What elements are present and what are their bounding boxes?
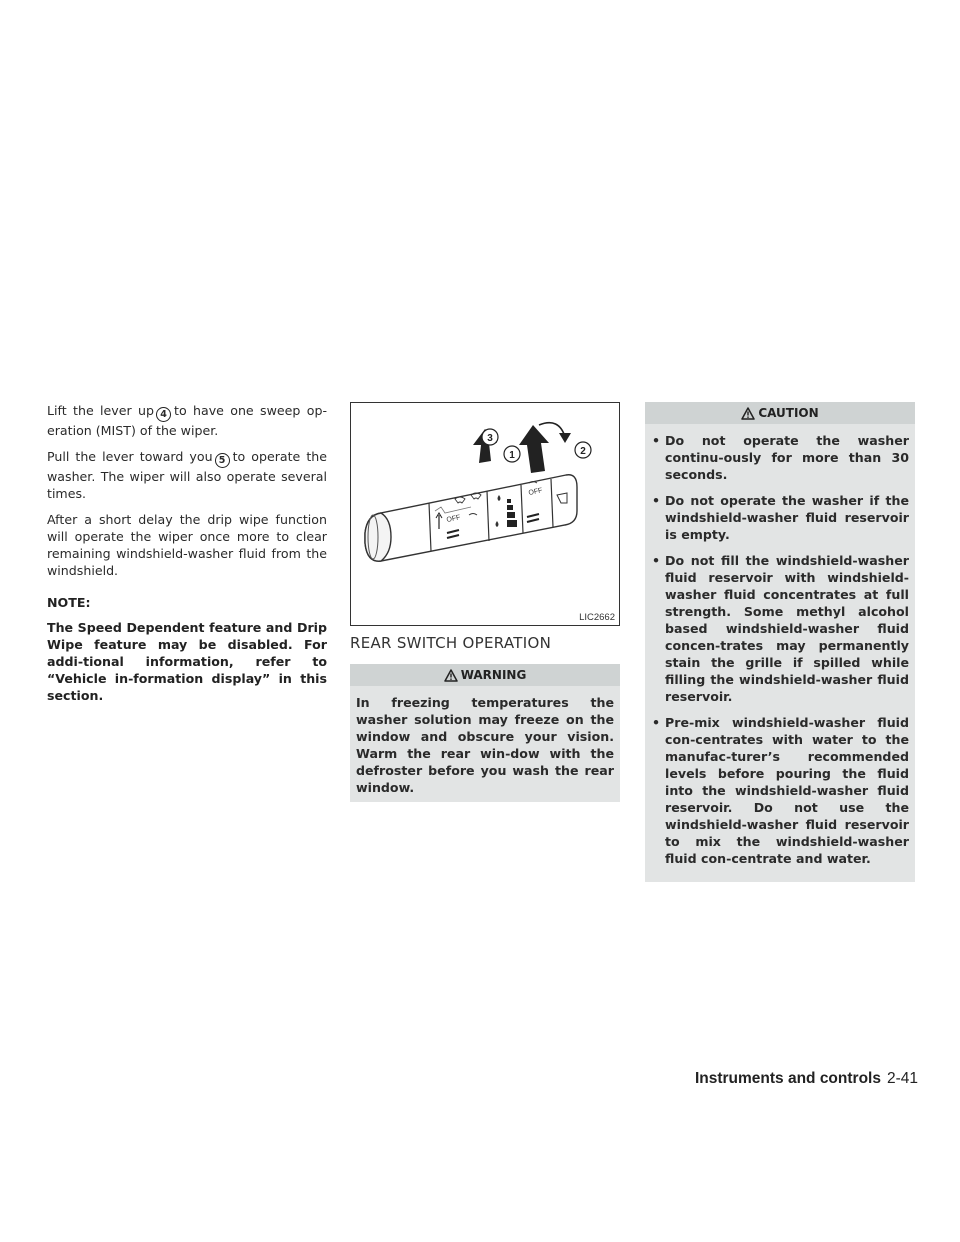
caution-item: • Do not fill the windshield-washer fluid reservoir with windshield-washer fluid concentrates at full strength. Some methyl alcohol based windshield-washer fluid concen-trates may permanently stain the grille if spilled while filling the windshield-washer fluid reservoir. [651,552,909,705]
paragraph-mist: Lift the lever up 4 to have one sweep op-eration (MIST) of the wiper. [47,403,327,438]
note-text: The Speed Dependent feature and Drip Wipe feature may be disabled. For addi-tional information, refer to “Vehicle in-formation display” in this section. [47,620,327,703]
page-footer [695,1070,918,1090]
off-label-front: OFF [445,514,462,524]
step-4-marker: 4 [156,407,171,422]
caution-header: CAUTION [645,402,915,424]
section-heading: REAR SWITCH OPERATION [350,634,552,652]
paragraph-washer: Pull the lever toward you 5 to operate the washer. The wiper will also operate several times. [47,449,327,501]
caution-item: • Pre-mix windshield-washer fluid con-centrates with water to the manufac-turer’s recommended levels before pouring the fluid into the windshield-washer fluid reservoir. Do not use the windshield-washer fluid reservoir to mix the windshield-washer fluid con-centrate and water. [651,714,909,867]
right-column [645,402,915,882]
middle-column [350,402,620,802]
caution-icon [741,407,755,420]
step-5-marker: 5 [215,453,230,468]
callout-1: 1 [509,450,515,461]
page-number: 2-41 [886,1070,918,1087]
off-label-rear: OFF [527,487,544,497]
caution-item: • Do not operate the washer continu-ously for more than 30 seconds. [651,432,909,483]
caution-list [651,432,909,867]
caution-item: • Do not operate the washer if the windshield-washer fluid reservoir is empty. [651,492,909,543]
wiper-lever-illustration [351,403,619,625]
note-title: NOTE: [47,595,91,610]
warning-box [350,664,620,802]
footer-section-title: Instruments and controls [694,1070,881,1087]
callout-3: 3 [487,433,493,444]
warning-text: In freezing temperatures the washer solution may freeze on the window and obscure your vision. Warm the rear win-dow with the defroster before you wash the rear window. [356,695,614,795]
callout-2: 2 [580,446,586,457]
figure-id: LIC2662 [579,612,615,623]
paragraph-drip-wipe: After a short delay the drip wipe function will operate the wiper once more to clear remaining windshield-washer fluid from the windshield. [47,512,327,578]
warning-icon [444,669,458,682]
caution-box [645,402,915,882]
left-column [47,402,327,704]
wiper-lever-figure [350,402,620,626]
warning-header: WARNING [350,664,620,686]
